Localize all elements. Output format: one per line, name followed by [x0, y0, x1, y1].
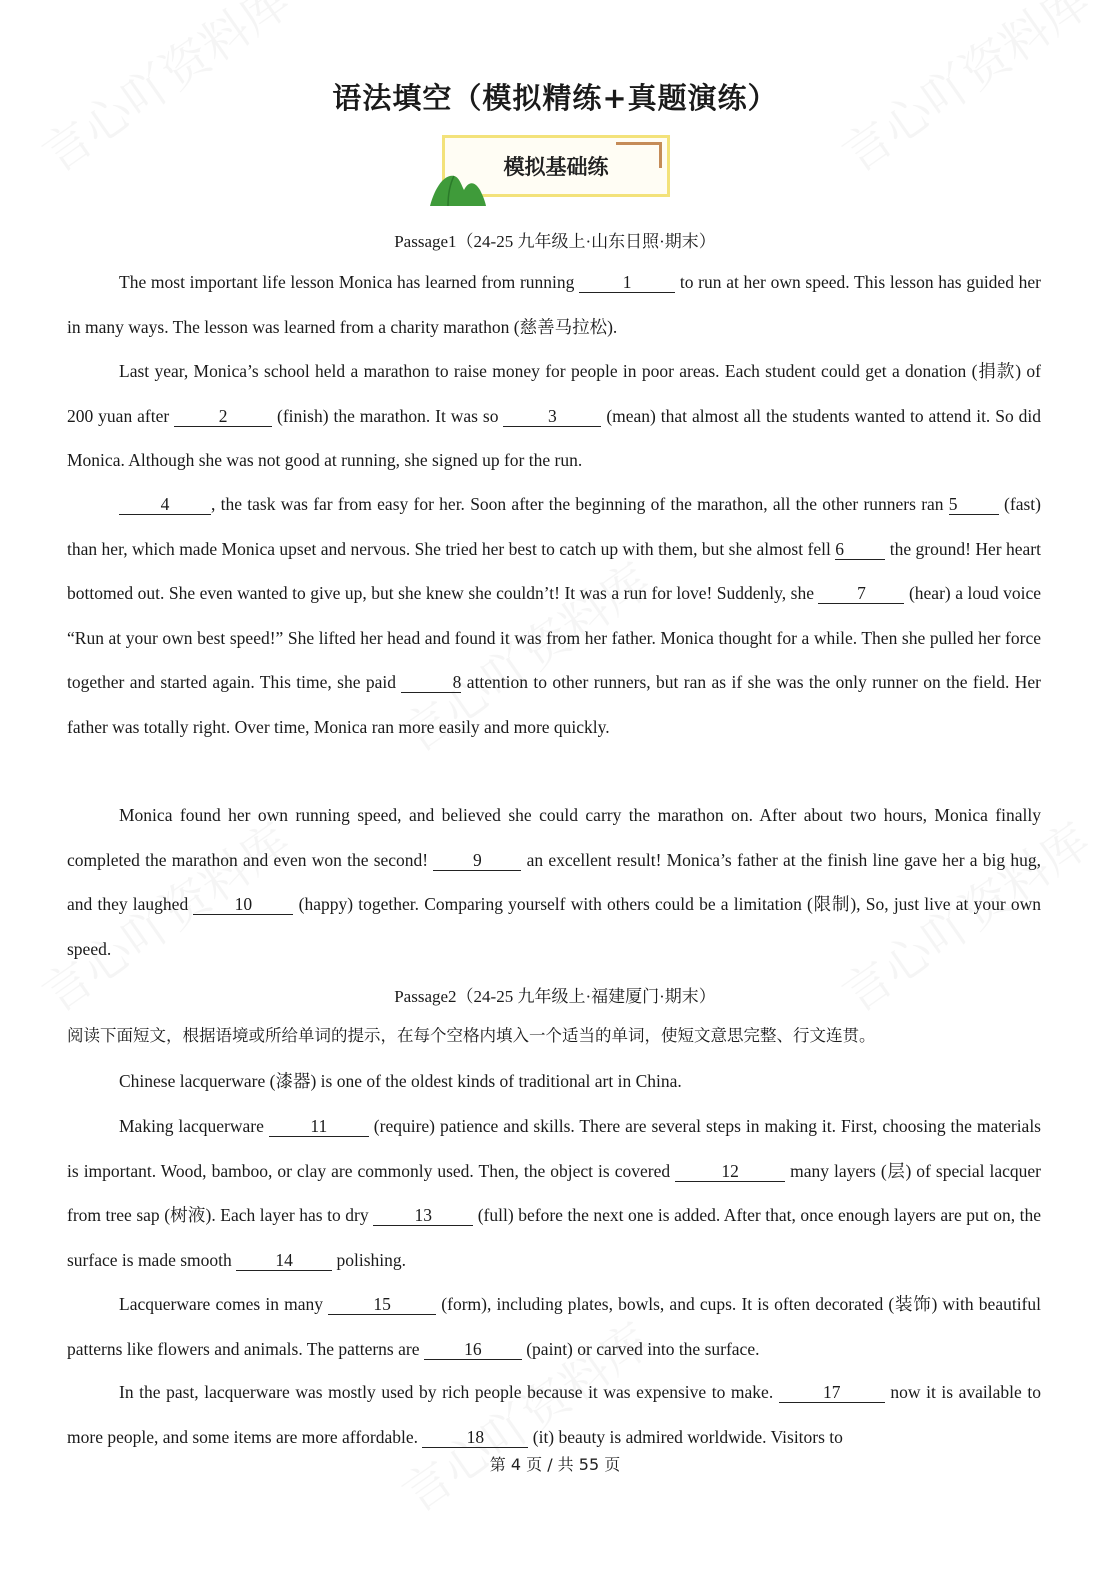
text: (require) patience and skills. There are several steps in making it. First, choosing the materials is important. Wood, bamboo, or clay are commonly used. Then, the object is covered	[67, 1116, 1041, 1181]
passage1-paragraph-4	[67, 793, 1041, 971]
text: (full) before the next one is added. After that, once enough layers are put on, the surface is made smooth	[67, 1205, 1041, 1270]
blank-5[interactable]: 5	[949, 494, 999, 515]
passage1-paragraph-1	[67, 260, 1041, 349]
blank-11[interactable]: 11	[269, 1116, 369, 1137]
section-badge-label: 模拟基础练	[503, 155, 609, 179]
passage1-heading: Passage1（24-25 九年级上·山东日照·期末）	[394, 232, 716, 251]
blank-18[interactable]: 18	[422, 1427, 528, 1448]
text: The most important life lesson Monica has learned from running	[119, 272, 580, 292]
passage2-paragraph-3	[67, 1282, 1041, 1371]
text: polishing.	[332, 1249, 407, 1270]
text: to run at her own speed. This lesson has guided her in many ways. The lesson was learned from a charity marathon (慈善马拉松).	[67, 272, 1042, 337]
text: (paint) or carved into the surface.	[521, 1338, 760, 1359]
text: (happy) together. Comparing yourself with others could be a limitation (限制), So, just live at your own speed.	[67, 894, 1042, 959]
blank-8[interactable]: 8	[401, 672, 461, 693]
blank-17[interactable]: 17	[779, 1382, 885, 1403]
text: Making lacquerware	[119, 1116, 269, 1136]
page-footer: 第 4 页 / 共 55 页	[489, 1455, 621, 1474]
blank-14[interactable]: 14	[236, 1250, 332, 1271]
text: now it is available to more people, and some items are more affordable.	[67, 1382, 1041, 1447]
passage2-paragraph-1: Chinese lacquerware (漆器) is one of the oldest kinds of traditional art in China.	[119, 1071, 682, 1091]
text: the ground! Her heart bottomed out. She even wanted to give up, but she knew she couldn’t! It was a run for love! Suddenly, she	[67, 538, 1041, 603]
text: (form), including plates, bowls, and cups. It is often decorated (装饰) with beautiful patterns like flowers and animals. The patterns are	[67, 1294, 1041, 1359]
mountain-icon	[428, 162, 488, 208]
blank-16[interactable]: 16	[424, 1339, 522, 1360]
blank-12[interactable]: 12	[675, 1161, 785, 1182]
blank-2[interactable]: 2	[174, 406, 272, 427]
blank-1[interactable]: 1	[579, 272, 675, 293]
text: In the past, lacquerware was mostly used by rich people because it was expensive to make.	[119, 1382, 779, 1402]
blank-10[interactable]: 10	[193, 894, 293, 915]
blank-3[interactable]: 3	[503, 406, 601, 427]
text: Last year, Monica’s school held a marathon to raise money for people in poor areas. Each student could get a donation (捐款) of 200 yuan after	[67, 361, 1041, 426]
blank-7[interactable]: 7	[818, 583, 904, 604]
blank-4[interactable]: 4	[119, 494, 211, 515]
text: (mean) that almost all the students wanted to attend it. So did Monica. Although she was not good at running, she signed up for the run.	[67, 405, 1042, 470]
text: (it) beauty is admired worldwide. Visitors to	[528, 1426, 843, 1447]
passage2-paragraph-2	[67, 1104, 1041, 1282]
text: (fast) than her, which made Monica upset and nervous. She tried her best to catch up with them, but she almost fell	[67, 494, 1041, 559]
blank-15[interactable]: 15	[328, 1294, 436, 1315]
passage1-paragraph-2	[67, 349, 1041, 483]
text: (hear) a loud voice “Run at your own best speed!” She lifted her head and found it was from her father. Monica thought for a while. Then she pulled her force together and started again. This time, she paid	[67, 583, 1041, 692]
blank-13[interactable]: 13	[373, 1205, 473, 1226]
passage2-heading: Passage2（24-25 九年级上·福建厦门·期末）	[394, 987, 716, 1006]
text: Lacquerware comes in many	[119, 1294, 329, 1314]
page-title: 语法填空（模拟精练+真题演练）	[332, 81, 778, 115]
text: (finish) the marathon. It was so	[272, 405, 504, 426]
passage2-paragraph-4	[67, 1370, 1041, 1459]
text: attention to other runners, but ran as if she was the only runner on the field. Her father was totally right. Over time, Monica ran more easily and more quickly.	[67, 672, 1041, 737]
passage2-instruction: 阅读下面短文，根据语境或所给单词的提示，在每个空格内填入一个适当的单词，使短文意思完整、行文连贯。	[67, 1026, 876, 1045]
text: Monica found her own running speed, and believed she could carry the marathon on. After about two hours, Monica finally completed the marathon and even won the second!	[67, 805, 1041, 870]
blank-9[interactable]: 9	[433, 850, 521, 871]
text: an excellent result! Monica’s father at the finish line gave her a big hug, and they laughed	[67, 849, 1041, 914]
text: , the task was far from easy for her. Soon after the beginning of the marathon, all the other runners ran	[211, 494, 949, 514]
blank-6[interactable]: 6	[835, 539, 885, 560]
text: many layers (层) of special lacquer from tree sap (树液). Each layer has to dry	[67, 1160, 1041, 1225]
passage1-paragraph-3	[67, 482, 1041, 749]
section-banner	[428, 132, 678, 210]
